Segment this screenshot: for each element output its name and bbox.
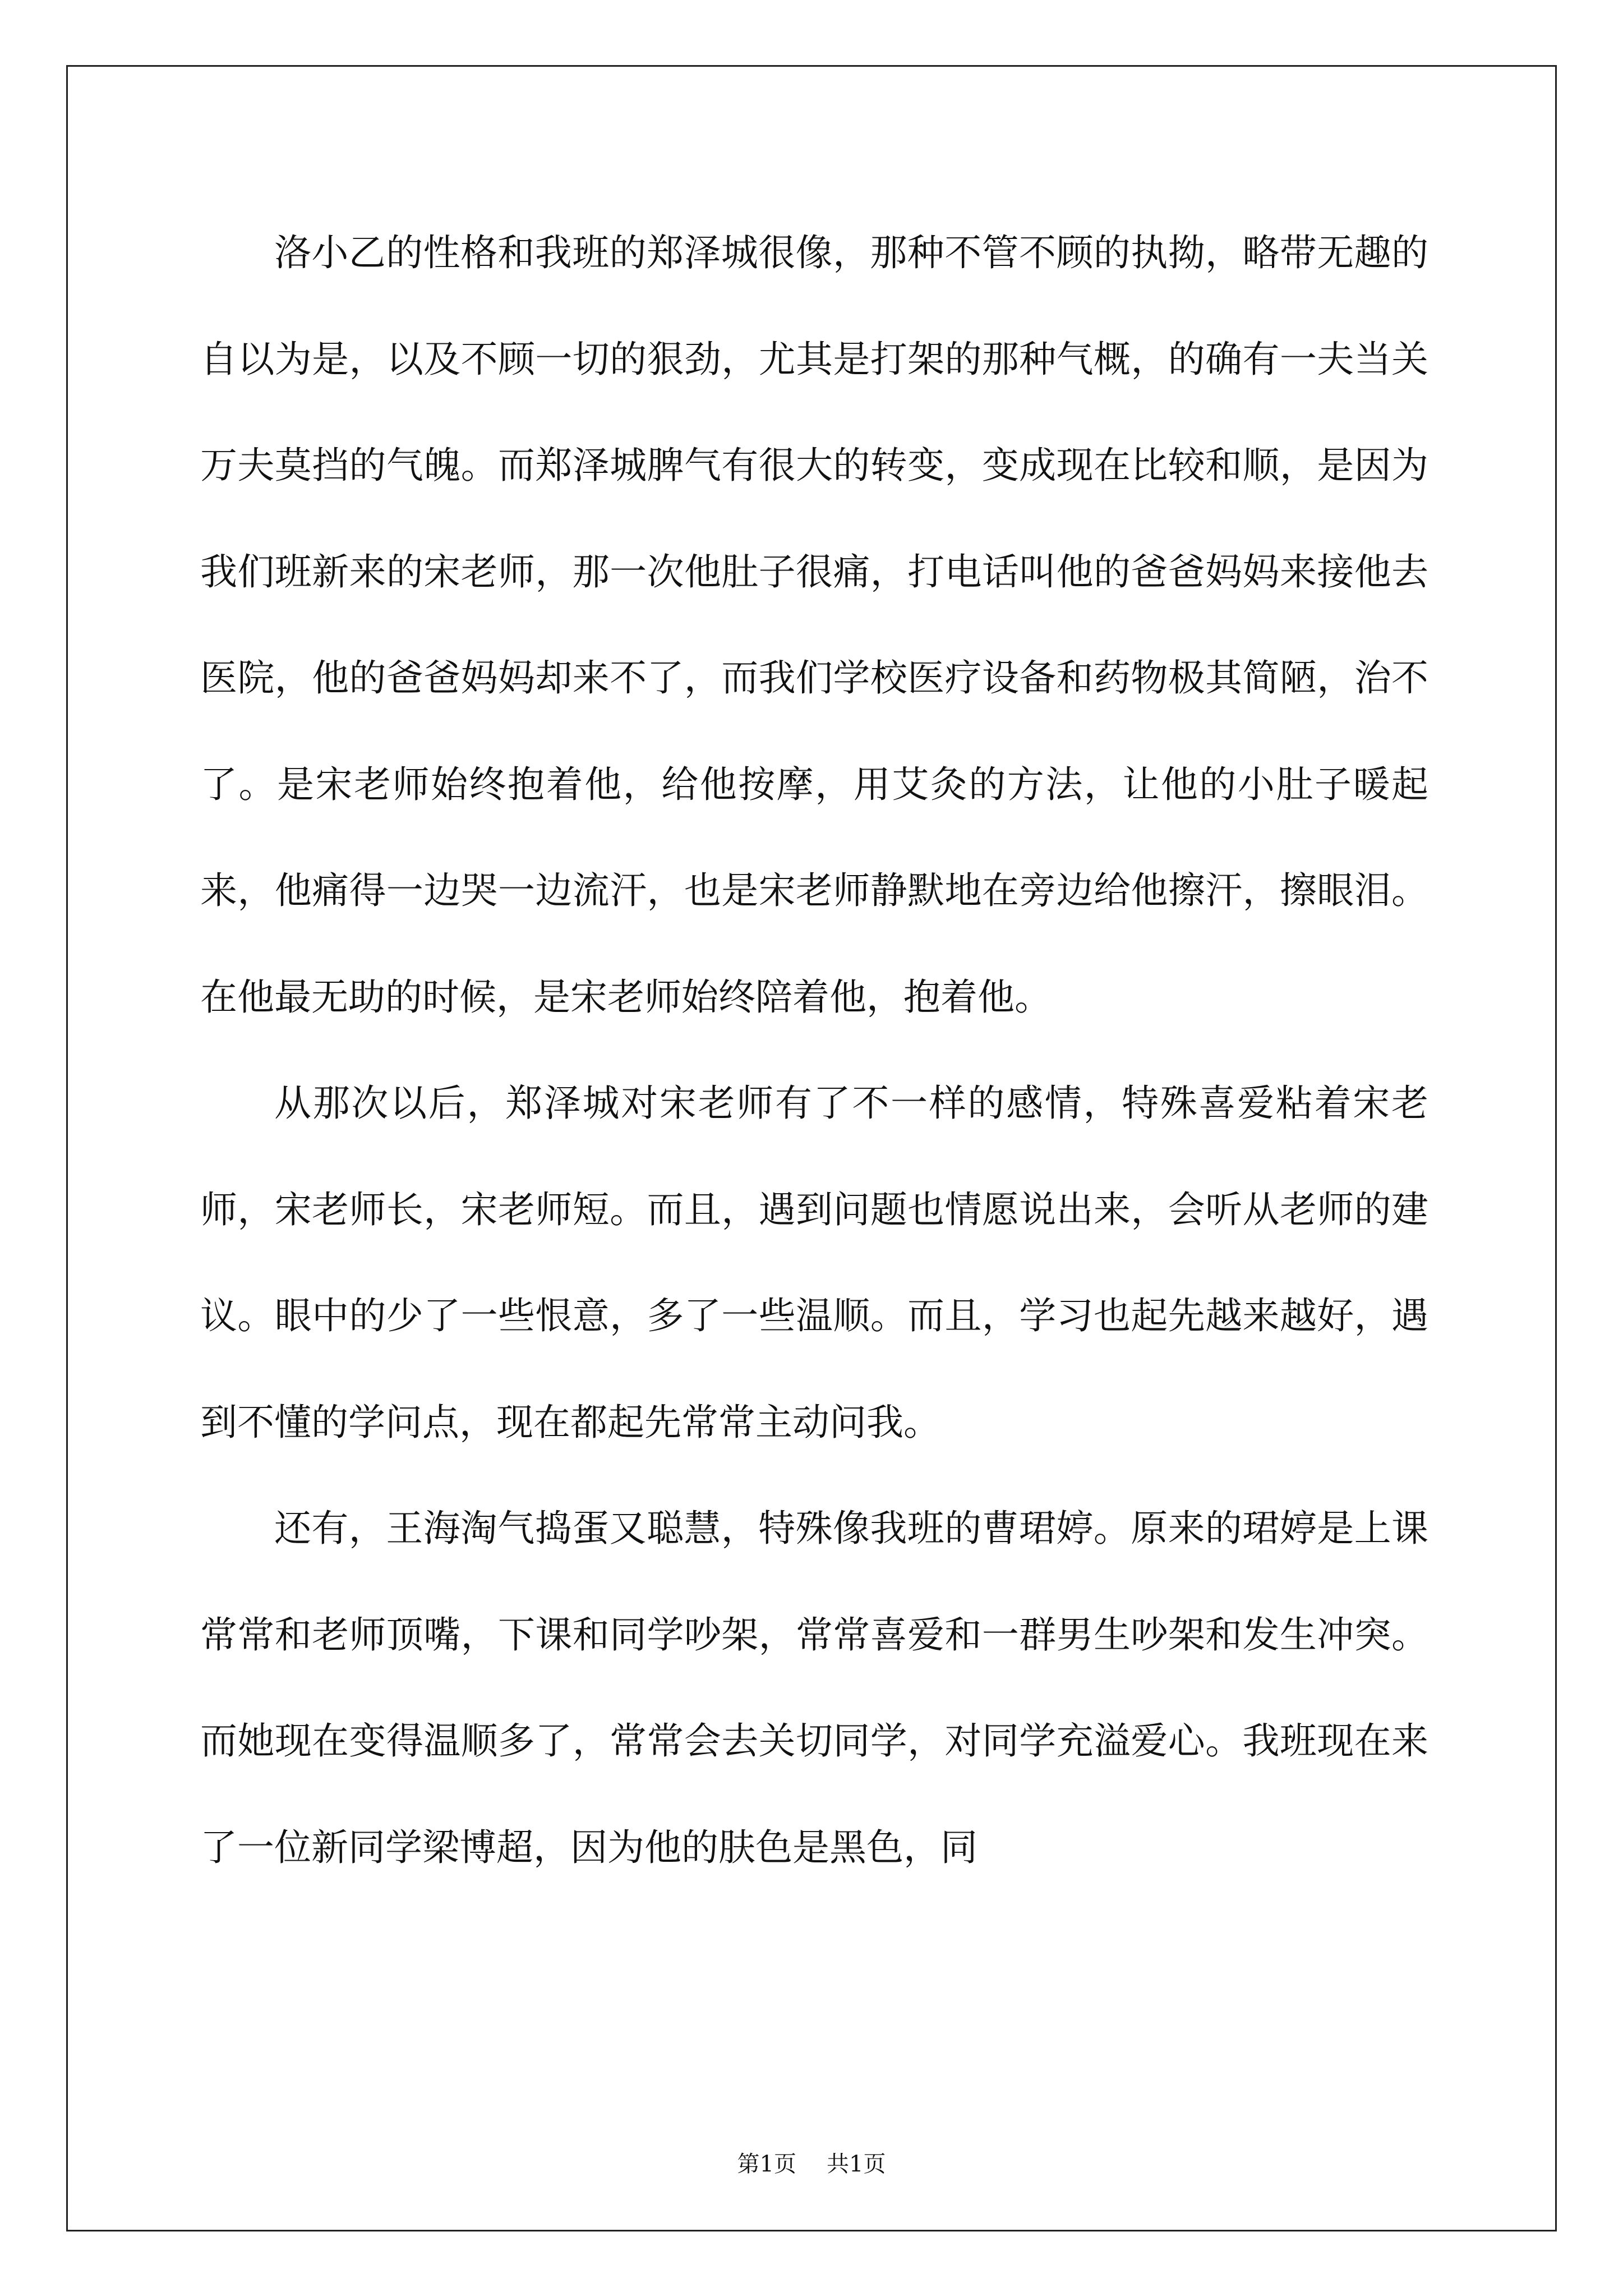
paragraph: 洛小乙的性格和我班的郑泽城很像，那种不管不顾的执拗，略带无趣的自以为是，以及不顾一切的狠劲，尤其是打架的那种气概，的确有一夫当关万夫莫挡的气魄。而郑泽城脾气有很大的转变，变成现在比较和顺，是因为我们班新来的宋老师，那一次他肚子很痛，打电话叫他的爸爸妈妈来接他去医院，他的爸爸妈妈却来不了，而我们学校医疗设备和药物极其简陋，治不了。是宋老师始终抱着他，给他按摩，用艾灸的方法，让他的小肚子暖起来，他痛得一边哭一边流汗，也是宋老师静默地在旁边给他擦汗，擦眼泪。 在他最无助的时候，是宋老师始终陪着他，抱着他。	[200, 231, 1428, 1019]
page-total: 共1页	[827, 2151, 886, 2177]
paragraph: 从那次以后，郑泽城对宋老师有了不一样的感情，特殊喜爱粘着宋老师，宋老师长，宋老师短。而且，遇到问题也情愿说出来，会听从老师的建议。眼中的少了一些恨意，多了一些温顺。而且，学习也起先越来越好，遇到不懂的学问点，现在都起先常常主动问我。	[200, 1082, 1428, 1444]
paragraph: 还有，王海淘气捣蛋又聪慧，特殊像我班的曹珺婷。原来的珺婷是上课常常和老师顶嘴，下课和同学吵架，常常喜爱和一群男生吵架和发生冲突。而她现在变得温顺多了，常常会去关切同学，对同学充溢爱心。我班现在来了一位新同学梁博超，因为他的肤色是黑色，同	[200, 1507, 1428, 1869]
page-number: 第1页	[737, 2151, 796, 2177]
page-footer	[0, 2146, 1623, 2178]
document-body	[200, 200, 1428, 1901]
